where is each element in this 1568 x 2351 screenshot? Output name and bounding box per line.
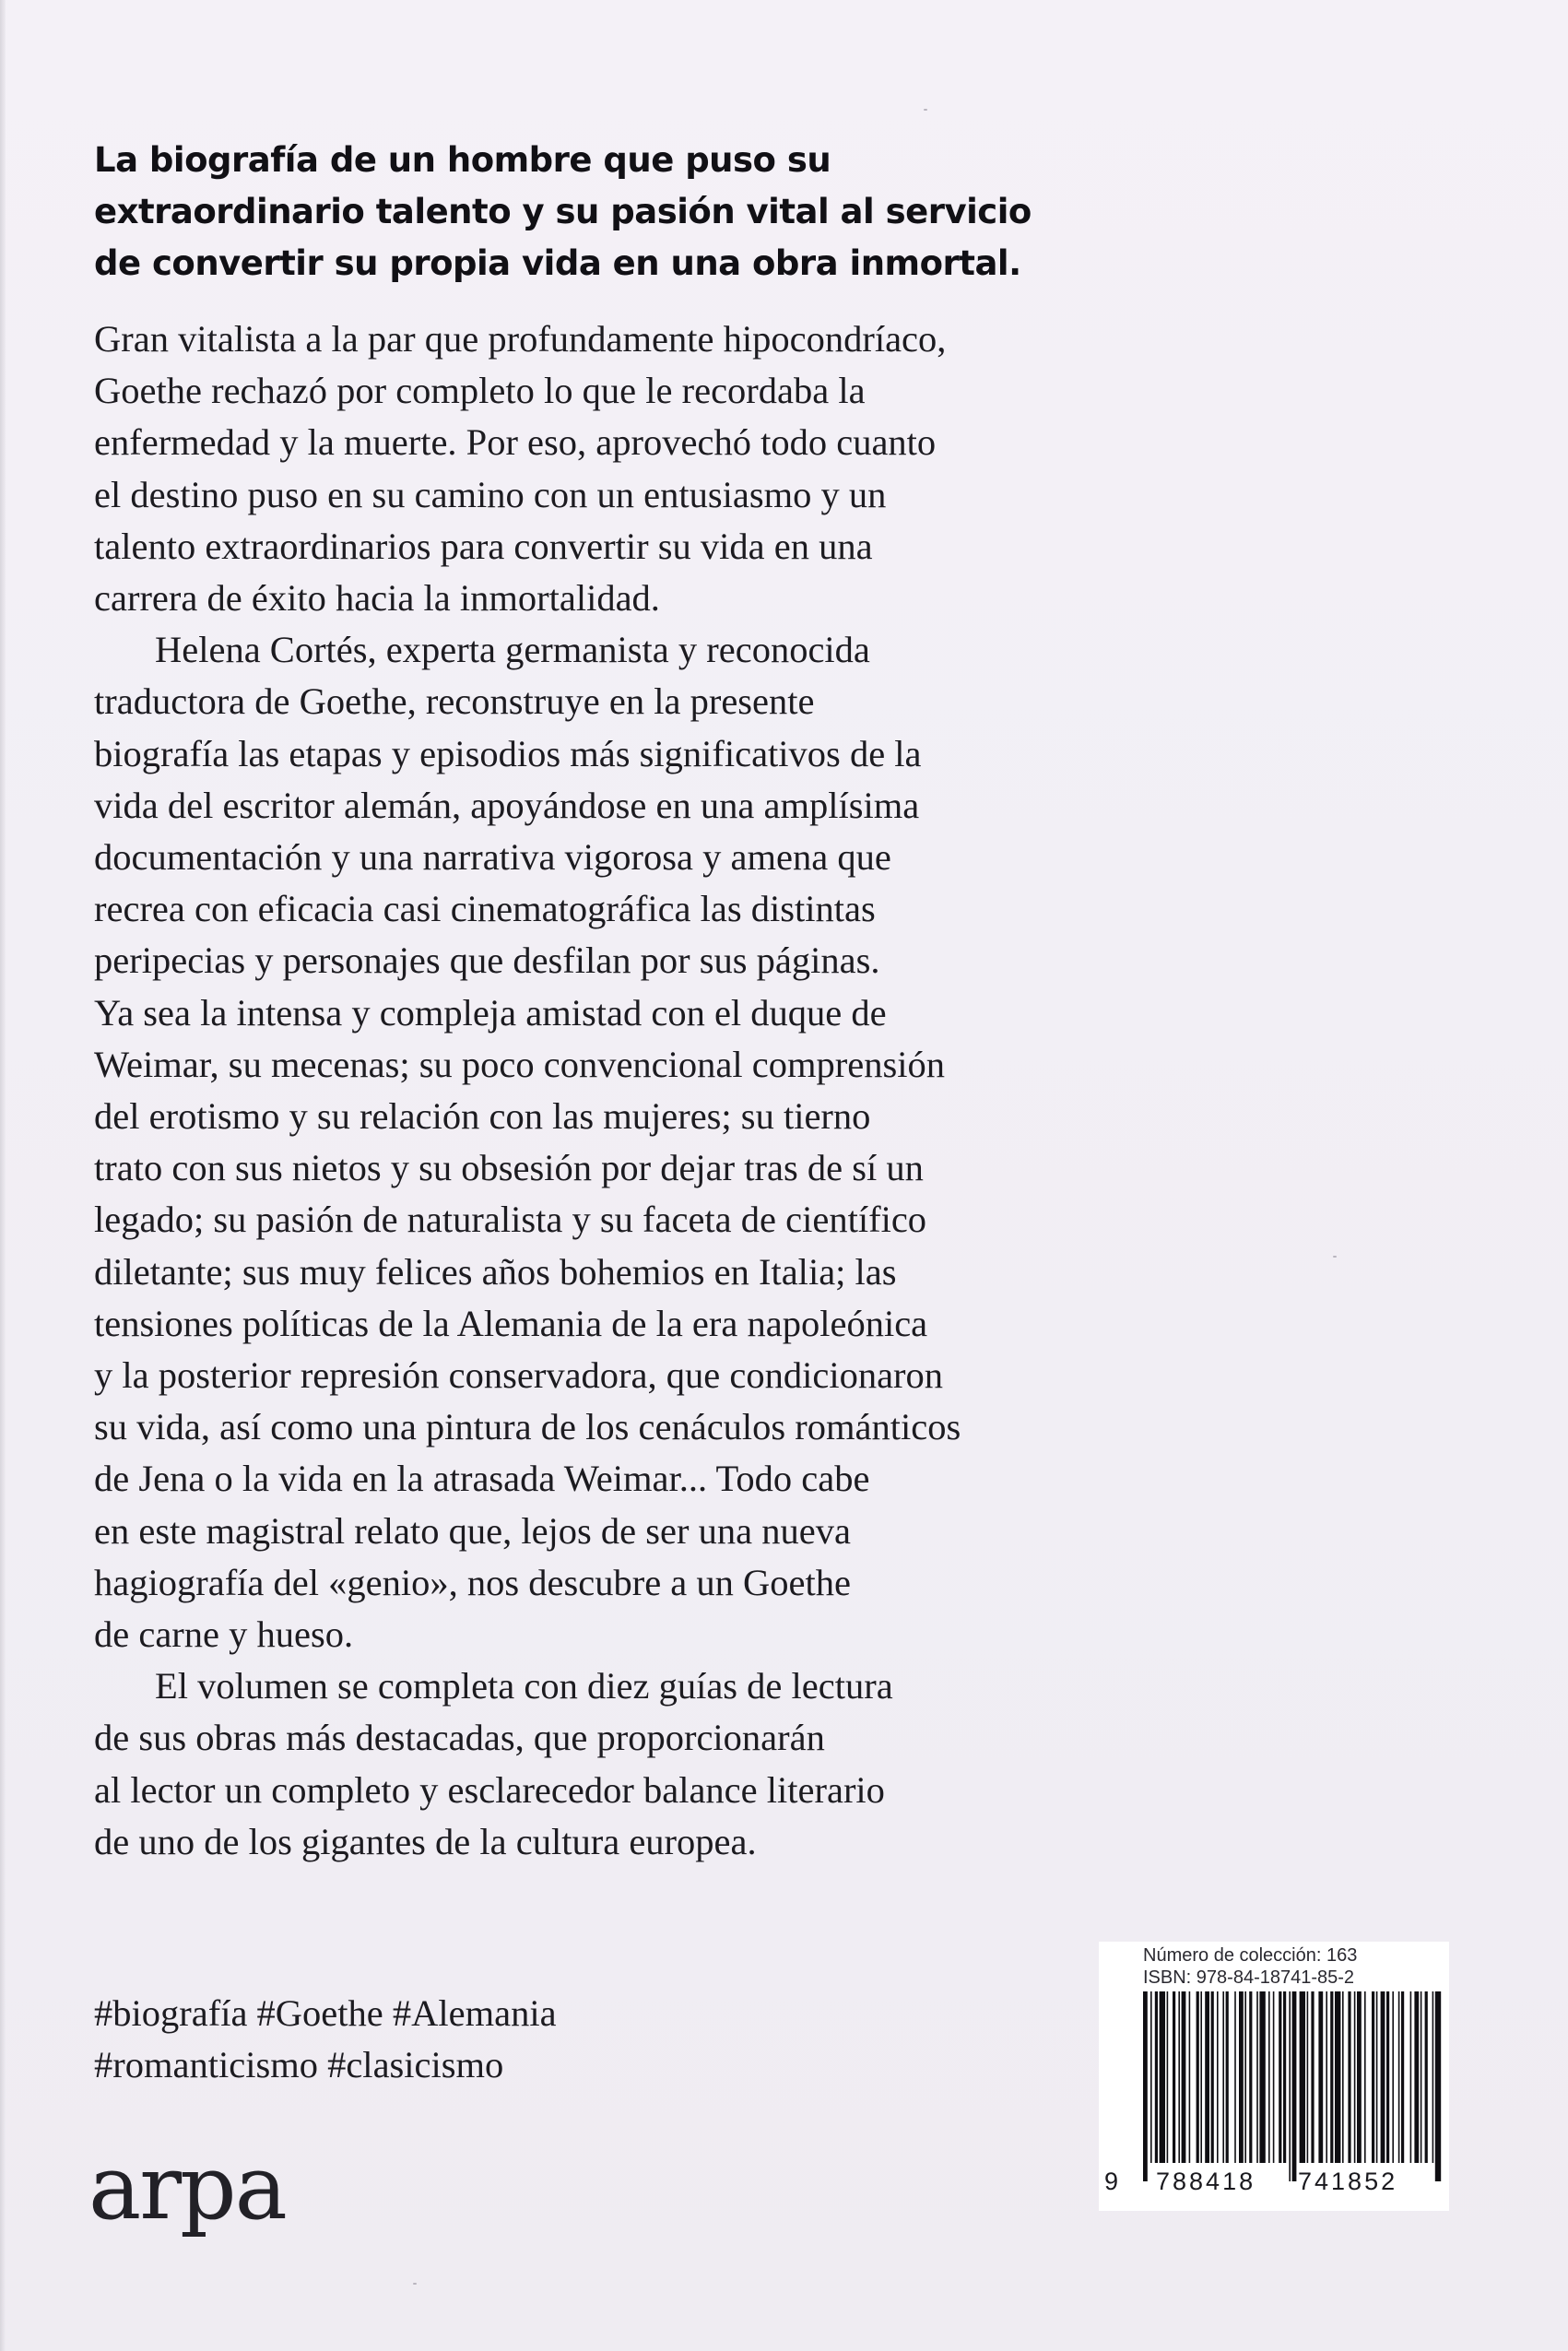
text-line: carrera de éxito hacia la inmortalidad. (94, 577, 660, 620)
barcode-bar (1173, 1991, 1175, 2163)
barcode-bar (1279, 1991, 1281, 2163)
text-line: peripecias y personajes que desfilan por sus páginas. (94, 939, 880, 982)
barcode-bar (1182, 1991, 1186, 2163)
hashtag-line: #biografía #Goethe #Alemania (94, 1992, 557, 2034)
text-line: Gran vitalista a la par que profundamente hipocondríaco, (94, 318, 947, 360)
barcode-bar (1330, 1991, 1333, 2163)
barcode-bar (1425, 1991, 1428, 2163)
synopsis-paragraph-3 (94, 1660, 1200, 1868)
cover-edge-shadow (0, 0, 6, 2351)
paper-speck (1333, 1256, 1337, 1258)
text-line: legado; su pasión de naturalista y su faceta de científico (94, 1199, 927, 1241)
barcode-digits-left: 788418 (1156, 2168, 1256, 2195)
barcode-bar (1432, 1991, 1434, 2163)
text-line: trato con sus nietos y su obsesión por dejar tras de sí un (94, 1147, 924, 1189)
barcode-bar (1300, 1991, 1305, 2163)
barcode-bar (1155, 1991, 1158, 2163)
text-line: en este magistral relato que, lejos de ser una nueva (94, 1509, 851, 1552)
text-line: de carne y hueso. (94, 1613, 354, 1656)
barcode-bar (1401, 1991, 1404, 2163)
barcode-bar (1234, 1991, 1236, 2163)
barcode-bar (1292, 1991, 1297, 2181)
barcode-bar (1273, 1991, 1275, 2163)
synopsis-paragraph-2 (94, 624, 1200, 1660)
text-line: biografía las etapas y episodios más significativos de la (94, 732, 922, 774)
paper-speck (413, 2283, 417, 2285)
barcode-bar (1435, 1991, 1441, 2181)
text-line: de uno de los gigantes de la cultura europea. (94, 1820, 757, 1862)
barcode-digits-right: 741852 (1298, 2168, 1398, 2195)
text-line: Weimar, su mecenas; su poco convencional comprensión (94, 1043, 945, 1085)
synopsis-paragraph-1 (94, 313, 1200, 624)
text-line: recrea con eficacia casi cinematográfica las distintas (94, 888, 876, 930)
barcode-bar (1392, 1991, 1394, 2163)
barcode-bar (1259, 1991, 1265, 2163)
barcode-bar (1143, 1991, 1148, 2181)
text-line: Ya sea la intensa y compleja amistad con el duque de (94, 991, 887, 1034)
collection-number: Número de colección: 163 (1143, 1945, 1358, 1966)
barcode-bar (1256, 1991, 1258, 2163)
barcode-bar (1342, 1991, 1344, 2163)
text-line: documentación y una narrativa vigorosa y amena que (94, 836, 891, 879)
barcode-bar (1311, 1991, 1314, 2163)
barcode-bar (1357, 1991, 1362, 2163)
barcode-bar (1249, 1991, 1252, 2163)
text-line: El volumen se completa con diez guías de lectura (155, 1665, 893, 1707)
hashtag-line: #romanticismo #clasicismo (94, 2044, 504, 2085)
hashtags (94, 1988, 739, 2091)
text-line: de sus obras más destacadas, que proporcionarán (94, 1717, 825, 1759)
text-line: vida del escritor alemán, apoyándose en una amplísima (94, 784, 920, 826)
publisher-logo: arpa (88, 2136, 286, 2239)
text-line: enfermedad y la muerte. Por eso, aprovechó todo cuanto (94, 421, 937, 464)
barcode-bar (1348, 1991, 1350, 2163)
barcode-bar (1318, 1991, 1323, 2163)
barcode-bar (1189, 1991, 1191, 2163)
text-line: y la posterior represión conservadora, que condicionaron (94, 1354, 944, 1397)
barcode-bar (1205, 1991, 1209, 2163)
barcode-bar (1283, 1991, 1286, 2163)
barcode-bar (1364, 1991, 1366, 2163)
text-line: su vida, así como una pintura de los cenáculos románticos (94, 1406, 961, 1448)
barcode-bar (1239, 1991, 1244, 2163)
barcode-bar (1268, 1991, 1270, 2163)
barcode-bar (1381, 1991, 1385, 2163)
barcode-bar (1167, 1991, 1169, 2163)
barcode-bar (1414, 1991, 1419, 2163)
barcode-bar (1197, 1991, 1199, 2163)
barcode-bar (1217, 1991, 1219, 2163)
barcode-bar (1335, 1991, 1340, 2163)
barcode-bar (1354, 1991, 1356, 2163)
text-line: hagiografía del «genio», nos descubre a un Goethe (94, 1561, 851, 1603)
headline-line: extraordinario talento y su pasión vital al servicio (94, 192, 1032, 231)
barcode-bar (1150, 1991, 1152, 2163)
barcode-bar (1211, 1991, 1214, 2163)
barcode-bar (1421, 1991, 1422, 2163)
barcode-bar (1376, 1991, 1378, 2163)
barcode-bar (1222, 1991, 1224, 2163)
paper-speck (924, 109, 927, 111)
isbn-label: ISBN: 978-84-18741-85-2 (1143, 1967, 1355, 1988)
barcode-bar (1398, 1991, 1400, 2163)
text-line: el destino puso en su camino con un entusiasmo y un (94, 473, 887, 515)
barcode-bar (1289, 1991, 1291, 2181)
text-line: del erotismo y su relación con las mujeres; su tierno (94, 1095, 871, 1138)
barcode-bar (1200, 1991, 1202, 2163)
text-line: tensiones políticas de la Alemania de la era napoleónica (94, 1302, 928, 1344)
text-line: diletante; sus muy felices años bohemios en Italia; las (94, 1250, 897, 1293)
barcode-bar (1386, 1991, 1389, 2163)
barcode-bar (1244, 1991, 1246, 2163)
barcode-bar (1372, 1991, 1374, 2163)
text-line: Helena Cortés, experta germanista y reconocida (155, 629, 870, 671)
barcode-bar (1326, 1991, 1327, 2163)
headline (94, 135, 1154, 289)
barcode-digit-first: 9 (1104, 2168, 1122, 2195)
barcode-bar (1410, 1991, 1412, 2163)
barcode-icon (1141, 1991, 1442, 2181)
barcode-bar (1178, 1991, 1180, 2163)
barcode-bar (1160, 1991, 1165, 2163)
text-line: Goethe rechazó por completo lo que le recordaba la (94, 370, 866, 412)
headline-line: de convertir su propia vida en una obra inmortal. (94, 243, 1021, 283)
synopsis (94, 313, 1200, 1868)
barcode-bar (1307, 1991, 1309, 2163)
text-line: traductora de Goethe, reconstruye en la presente (94, 680, 815, 723)
barcode-bar (1226, 1991, 1229, 2163)
text-line: de Jena o la vida en la atrasada Weimar... Todo cabe (94, 1458, 870, 1500)
headline-line: La biografía de un hombre que puso su (94, 140, 831, 180)
text-line: al lector un completo y esclarecedor balance literario (94, 1768, 885, 1811)
text-line: talento extraordinarios para convertir su vida en una (94, 525, 873, 567)
